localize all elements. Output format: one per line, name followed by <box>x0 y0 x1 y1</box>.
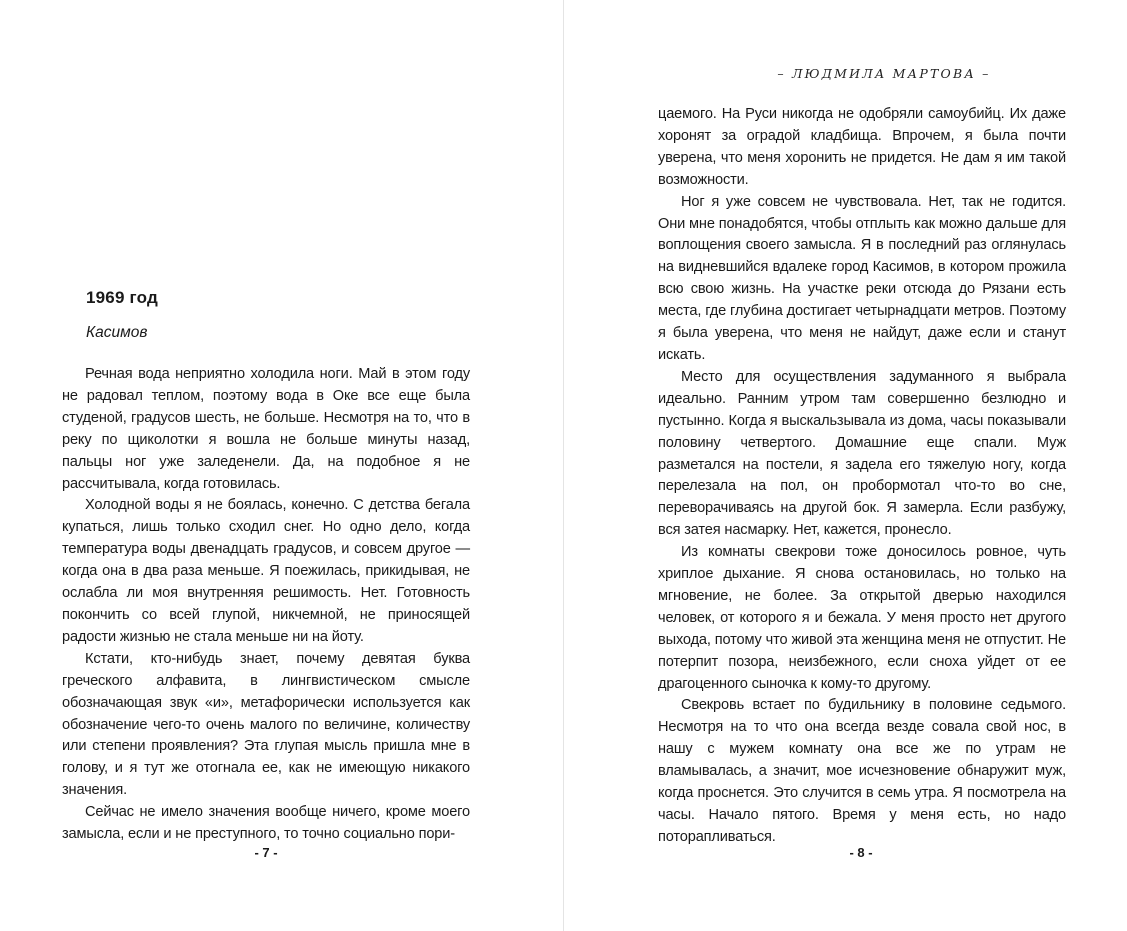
paragraph: Речная вода неприятно холодила ноги. Май в этом году не радовал теплом, поэтому вода в Оке все еще была студеной, градусов шесть, не больше. Несмотря на то, что в реку по щиколотки я вошла не больше минуты назад, пальцы ног уже заледенели. Да, на подобное я не рассчитывала, когда готовилась. <box>62 366 470 492</box>
chapter-place: Касимов <box>86 324 148 341</box>
paragraph: Из комнаты свекрови тоже доносилось ровное, чуть хриплое дыхание. Я снова остановилась, но только на мгновение, не более. За открытой дверью находился человек, от которого я и бежала. У меня просто нет другого выхода, потому что живой эта женщина меня не отпустит. Не потерпит позора, неизбежного, если сноха уйдет от ее драгоценного сыночка к кому-то другому. <box>658 544 1066 692</box>
paragraph: Кстати, кто-нибудь знает, почему девятая буква греческого алфавита, в лингвистическом смысле обозначающая звук «и», метафорически используется как обозначение чего-то очень малого по величине, количеству или степени проявления? Эта глупая мысль пришла мне в голову, и я тут же отогнала ее, как не имеющую никакого значения. <box>62 650 470 799</box>
paragraph: Ног я уже совсем не чувствовала. Нет, так не годится. Они мне понадобятся, чтобы отплыть как можно дальше для воплощения своего замысла. Я в последний раз оглянулась на видневшийся вдалеке город Касимов, в котором прожила всю свою жизнь. На участке реки отсюда до Рязани есть места, где глубина достигает четырнадцати метров. Поэтому я была уверена, что меня не найдут, даже если и станут искать. <box>658 193 1066 363</box>
paragraph: Место для осуществления задуманного я выбрала идеально. Ранним утром там совершенно безлюдно и пустынно. Когда я выскальзывала из дома, часы показывали половину четвертого. Домашние еще спали. Муж разметался на постели, я задела его тяжелую ногу, когда перелезала на пол, он пробормотал что-то во сне, переворачиваясь на другой бок. Я замерла. Если разбужу, вся затея насмарку. Нет, кажется, пронесло. <box>658 368 1066 539</box>
left-page <box>0 0 563 931</box>
right-page <box>564 0 1127 931</box>
chapter-title: 1969 год <box>86 288 158 307</box>
paragraph-continuation: цаемого. На Руси никогда не одобряли самоубийц. Их даже хоронят за оградой кладбища. Впрочем, я была почти уверена, что меня хоронить не придется. Не дам я им такой возможности. <box>658 106 1066 188</box>
left-page-body <box>62 364 470 846</box>
page-number-left: - 7 - <box>254 845 278 860</box>
page-number-right: - 8 - <box>849 845 873 860</box>
paragraph: Сейчас не имело значения вообще ничего, кроме моего замысла, если и не преступного, то точно социально пори- <box>62 804 470 843</box>
running-head: – ЛЮДМИЛА МАРТОВА – <box>777 66 991 81</box>
paragraph: Холодной воды я не боялась, конечно. С детства бегала купаться, лишь только сходил снег. Но одно дело, когда температура воды двенадцать градусов, и совсем другое — когда она в два раза меньше. Я поежилась, прикидывая, не ослабла ли моя внутренняя решимость. Нет. Готовность покончить со всей глупой, никчемной, не приносящей радости жизнью не стала меньше ни на йоту. <box>62 497 470 645</box>
paragraph: Свекровь встает по будильнику в половине седьмого. Несмотря на то что она всегда везде совала свой нос, в нашу с мужем комнату она все же по утрам не вламывалась, а значит, мое исчезновение обнаружит муж, когда проснется. Это случится в семь утра. Я посмотрела на часы. Начало пятого. Время у меня есть, но надо поторапливаться. <box>658 697 1066 845</box>
right-page-body <box>658 104 1066 849</box>
